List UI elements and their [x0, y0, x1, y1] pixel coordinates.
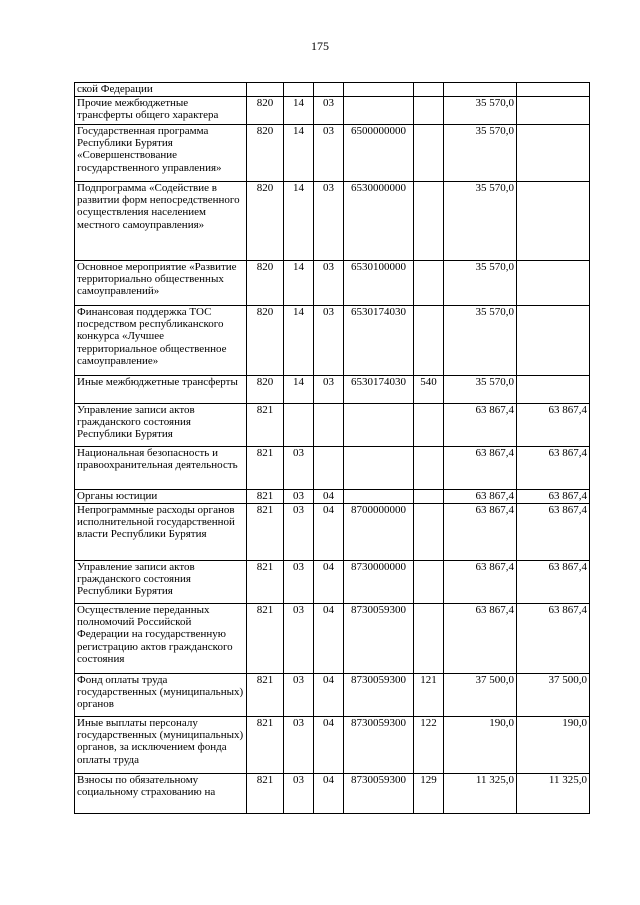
- cell-target-article: [344, 97, 414, 125]
- cell-subsection: [314, 404, 344, 447]
- table-row: [75, 97, 590, 125]
- cell-section: 03: [284, 717, 314, 774]
- cell-ved: [247, 83, 284, 97]
- cell-subsection: 04: [314, 561, 344, 604]
- cell-amount-2: [517, 182, 590, 261]
- cell-ved: 821: [247, 490, 284, 504]
- cell-name: Органы юстиции: [75, 490, 247, 504]
- cell-expense-type: [414, 306, 444, 376]
- cell-subsection: 03: [314, 376, 344, 404]
- cell-section: [284, 83, 314, 97]
- cell-ved: 820: [247, 182, 284, 261]
- cell-target-article: 6530100000: [344, 261, 414, 306]
- cell-amount-1: 63 867,4: [444, 404, 517, 447]
- cell-name: Подпрограмма «Содействие в развитии форм непосредственного осуществления населением местного самоуправления»: [75, 182, 247, 261]
- table-row: [75, 447, 590, 490]
- cell-amount-1: 35 570,0: [444, 376, 517, 404]
- cell-name: Национальная безопасность и правоохранительная деятельность: [75, 447, 247, 490]
- cell-expense-type: [414, 125, 444, 182]
- cell-amount-1: 63 867,4: [444, 447, 517, 490]
- cell-subsection: 03: [314, 306, 344, 376]
- cell-name: Финансовая поддержка ТОС посредством республиканского конкурса «Лучшее территориальное общественное самоуправление»: [75, 306, 247, 376]
- cell-target-article: 6530174030: [344, 306, 414, 376]
- table-row: [75, 504, 590, 561]
- cell-expense-type: [414, 504, 444, 561]
- cell-expense-type: 121: [414, 674, 444, 717]
- cell-target-article: 6500000000: [344, 125, 414, 182]
- cell-name: Иные межбюджетные трансферты: [75, 376, 247, 404]
- table-row: [75, 182, 590, 261]
- cell-subsection: 04: [314, 604, 344, 674]
- cell-target-article: 6530000000: [344, 182, 414, 261]
- cell-expense-type: 129: [414, 774, 444, 814]
- table-row: [75, 561, 590, 604]
- cell-target-article: 8730059300: [344, 774, 414, 814]
- cell-name: Управление записи актов гражданского состояния Республики Бурятия: [75, 404, 247, 447]
- cell-amount-2: [517, 97, 590, 125]
- cell-expense-type: [414, 182, 444, 261]
- cell-subsection: 03: [314, 97, 344, 125]
- cell-amount-2: 63 867,4: [517, 561, 590, 604]
- cell-ved: 821: [247, 504, 284, 561]
- cell-expense-type: [414, 561, 444, 604]
- cell-amount-2: [517, 125, 590, 182]
- cell-amount-1: [444, 83, 517, 97]
- cell-amount-2: 11 325,0: [517, 774, 590, 814]
- cell-subsection: 03: [314, 182, 344, 261]
- cell-subsection: [314, 447, 344, 490]
- cell-section: [284, 404, 314, 447]
- cell-name: Иные выплаты персоналу государственных (муниципальных) органов, за исключением фонда оплаты труда: [75, 717, 247, 774]
- cell-subsection: [314, 83, 344, 97]
- cell-amount-2: [517, 83, 590, 97]
- cell-expense-type: [414, 83, 444, 97]
- cell-section: 03: [284, 674, 314, 717]
- cell-section: 14: [284, 306, 314, 376]
- cell-amount-2: [517, 376, 590, 404]
- cell-expense-type: [414, 447, 444, 490]
- cell-amount-2: 190,0: [517, 717, 590, 774]
- table-row: [75, 125, 590, 182]
- cell-section: 03: [284, 774, 314, 814]
- cell-target-article: 8730059300: [344, 604, 414, 674]
- cell-target-article: 6530174030: [344, 376, 414, 404]
- cell-section: 03: [284, 490, 314, 504]
- cell-amount-2: [517, 261, 590, 306]
- cell-name: ской Федерации: [75, 83, 247, 97]
- cell-amount-2: 63 867,4: [517, 490, 590, 504]
- cell-amount-2: 63 867,4: [517, 604, 590, 674]
- table-row: [75, 261, 590, 306]
- cell-ved: 821: [247, 774, 284, 814]
- table-row: [75, 604, 590, 674]
- cell-ved: 821: [247, 561, 284, 604]
- cell-target-article: 8730059300: [344, 717, 414, 774]
- cell-expense-type: [414, 261, 444, 306]
- page-number: 175: [311, 39, 329, 53]
- cell-amount-1: 37 500,0: [444, 674, 517, 717]
- cell-ved: 820: [247, 261, 284, 306]
- table-row: [75, 490, 590, 504]
- cell-ved: 820: [247, 97, 284, 125]
- cell-section: 14: [284, 376, 314, 404]
- cell-expense-type: [414, 604, 444, 674]
- cell-ved: 821: [247, 404, 284, 447]
- cell-target-article: 8730000000: [344, 561, 414, 604]
- cell-target-article: [344, 447, 414, 490]
- table-row: [75, 306, 590, 376]
- cell-section: 03: [284, 447, 314, 490]
- cell-expense-type: [414, 404, 444, 447]
- cell-name: Осуществление переданных полномочий Российской Федерации на государственную регистрацию актов гражданского состояния: [75, 604, 247, 674]
- cell-ved: 820: [247, 376, 284, 404]
- cell-target-article: [344, 83, 414, 97]
- cell-section: 14: [284, 261, 314, 306]
- cell-expense-type: [414, 97, 444, 125]
- cell-name: Основное мероприятие «Развитие территориально общественных самоуправлений»: [75, 261, 247, 306]
- cell-ved: 820: [247, 306, 284, 376]
- cell-section: 14: [284, 125, 314, 182]
- cell-amount-1: 63 867,4: [444, 604, 517, 674]
- cell-expense-type: [414, 490, 444, 504]
- cell-name: Управление записи актов гражданского состояния Республики Бурятия: [75, 561, 247, 604]
- cell-section: 03: [284, 561, 314, 604]
- cell-subsection: 04: [314, 774, 344, 814]
- cell-subsection: 04: [314, 674, 344, 717]
- cell-name: Взносы по обязательному социальному страхованию на: [75, 774, 247, 814]
- cell-ved: 821: [247, 447, 284, 490]
- cell-amount-1: 190,0: [444, 717, 517, 774]
- cell-expense-type: 122: [414, 717, 444, 774]
- table-row: [75, 404, 590, 447]
- cell-subsection: 04: [314, 717, 344, 774]
- cell-amount-2: 63 867,4: [517, 404, 590, 447]
- cell-subsection: 04: [314, 504, 344, 561]
- cell-amount-2: 37 500,0: [517, 674, 590, 717]
- cell-amount-1: 11 325,0: [444, 774, 517, 814]
- cell-amount-1: 63 867,4: [444, 504, 517, 561]
- cell-name: Непрограммные расходы органов исполнительной государственной власти Республики Бурятия: [75, 504, 247, 561]
- table-row: [75, 83, 590, 97]
- cell-ved: 820: [247, 125, 284, 182]
- cell-ved: 821: [247, 604, 284, 674]
- cell-subsection: 04: [314, 490, 344, 504]
- cell-section: 03: [284, 604, 314, 674]
- cell-target-article: 8700000000: [344, 504, 414, 561]
- cell-ved: 821: [247, 717, 284, 774]
- cell-amount-1: 35 570,0: [444, 125, 517, 182]
- cell-amount-1: 35 570,0: [444, 182, 517, 261]
- cell-name: Фонд оплаты труда государственных (муниципальных) органов: [75, 674, 247, 717]
- cell-name: Государственная программа Республики Бурятия «Совершенствование государственного управления»: [75, 125, 247, 182]
- cell-amount-2: [517, 306, 590, 376]
- cell-amount-1: 35 570,0: [444, 261, 517, 306]
- table-row: [75, 674, 590, 717]
- cell-amount-2: 63 867,4: [517, 447, 590, 490]
- table-row: [75, 376, 590, 404]
- cell-amount-2: 63 867,4: [517, 504, 590, 561]
- cell-section: 14: [284, 182, 314, 261]
- cell-amount-1: 63 867,4: [444, 561, 517, 604]
- cell-expense-type: 540: [414, 376, 444, 404]
- cell-amount-1: 63 867,4: [444, 490, 517, 504]
- cell-section: 03: [284, 504, 314, 561]
- budget-table: [74, 82, 590, 814]
- cell-ved: 821: [247, 674, 284, 717]
- cell-amount-1: 35 570,0: [444, 97, 517, 125]
- cell-target-article: [344, 490, 414, 504]
- cell-subsection: 03: [314, 125, 344, 182]
- table-row: [75, 774, 590, 814]
- cell-amount-1: 35 570,0: [444, 306, 517, 376]
- cell-target-article: 8730059300: [344, 674, 414, 717]
- cell-target-article: [344, 404, 414, 447]
- table-row: [75, 717, 590, 774]
- cell-name: Прочие межбюджетные трансферты общего характера: [75, 97, 247, 125]
- cell-subsection: 03: [314, 261, 344, 306]
- cell-section: 14: [284, 97, 314, 125]
